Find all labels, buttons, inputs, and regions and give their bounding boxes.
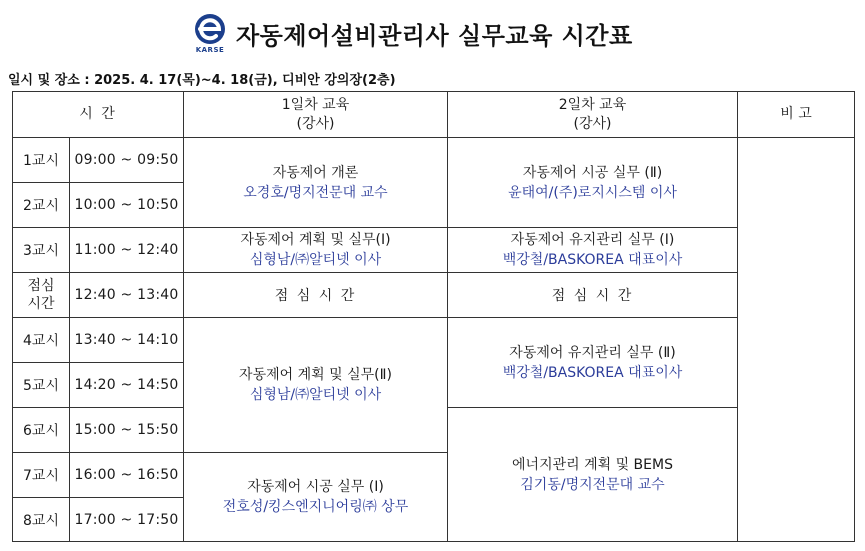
- day1-session-2: [184, 228, 448, 273]
- time-cell: 16:00 ~ 16:50: [70, 453, 184, 498]
- period-cell: 4교시: [13, 318, 70, 363]
- period-cell: 1교시: [13, 138, 70, 183]
- table-row: [13, 273, 855, 318]
- period-cell: 3교시: [13, 228, 70, 273]
- day1-session-3: [184, 318, 448, 453]
- time-cell: 10:00 ~ 10:50: [70, 183, 184, 228]
- session-lecturer: 심형남/㈜알티넷 이사: [249, 387, 382, 403]
- header-day2-title: 2일차 교육: [558, 96, 627, 113]
- lunch-period-cell: 점심 시간: [13, 273, 70, 318]
- time-cell: 17:00 ~ 17:50: [70, 498, 184, 542]
- table-row: [13, 228, 855, 273]
- note-cell: [738, 138, 855, 542]
- period-cell: 8교시: [13, 498, 70, 542]
- header-day2: [448, 92, 738, 138]
- header-day1: [184, 92, 448, 138]
- session-lecturer: 김기동/명지전문대 교수: [520, 476, 665, 493]
- day1-session-1: [184, 138, 448, 228]
- session-lecturer: 오경호/명지전문대 교수: [243, 184, 388, 201]
- header-note: 비 고: [738, 92, 855, 138]
- table-row: [13, 318, 855, 363]
- karse-logo: [190, 12, 230, 58]
- day1-session-4: [184, 453, 448, 542]
- session-topic: 에너지관리 계획 및 BEMS: [512, 456, 673, 473]
- session-lecturer: 백강철/BASKOREA 대표이사: [502, 252, 683, 268]
- time-cell: 13:40 ~ 14:10: [70, 318, 184, 363]
- page-header: [0, 10, 865, 58]
- session-topic: 자동제어 계획 및 실무(Ⅰ): [240, 232, 391, 248]
- schedule-info: 일시 및 장소 : 2025. 4. 17(목)~4. 18(금), 디비안 강의장(2층): [8, 73, 396, 88]
- session-topic: 자동제어 유지관리 실무 (Ⅰ): [510, 232, 675, 248]
- session-topic: 자동제어 개론: [272, 164, 359, 181]
- day2-session-1: [448, 138, 738, 228]
- schedule-table: [12, 91, 855, 542]
- period-cell: 6교시: [13, 408, 70, 453]
- time-cell: 14:20 ~ 14:50: [70, 363, 184, 408]
- period-cell: 5교시: [13, 363, 70, 408]
- period-cell: 2교시: [13, 183, 70, 228]
- header-day1-sub: (강사): [296, 115, 335, 132]
- time-cell: 09:00 ~ 09:50: [70, 138, 184, 183]
- day2-lunch: 점 심 시 간: [448, 273, 738, 318]
- karse-logo-mark-icon: [190, 12, 230, 48]
- day2-session-3: [448, 318, 738, 408]
- day2-session-4: [448, 408, 738, 542]
- day1-lunch: 점 심 시 간: [184, 273, 448, 318]
- session-topic: 자동제어 유지관리 실무 (Ⅱ): [509, 344, 676, 361]
- header-day1-title: 1일차 교육: [281, 96, 350, 113]
- header-day2-sub: (강사): [573, 115, 612, 132]
- session-topic: 자동제어 시공 실무 (Ⅱ): [522, 164, 663, 181]
- table-row: [13, 138, 855, 183]
- session-topic: 자동제어 시공 실무 (Ⅰ): [247, 479, 384, 495]
- time-cell: 12:40 ~ 13:40: [70, 273, 184, 318]
- session-lecturer: 심형남/㈜알티넷 이사: [249, 252, 382, 268]
- day2-session-2: [448, 228, 738, 273]
- session-lecturer: 윤태여/(주)로지시스템 이사: [508, 184, 677, 201]
- page-title: 자동제어설비관리사 실무교육 시간표: [236, 22, 633, 50]
- logo-text: KARSE: [195, 46, 225, 54]
- period-cell: 7교시: [13, 453, 70, 498]
- time-cell: 11:00 ~ 12:40: [70, 228, 184, 273]
- header-time: 시 간: [13, 92, 184, 138]
- session-lecturer: 전호성/킹스엔지니어링㈜ 상무: [222, 499, 409, 515]
- table-header-row: [13, 92, 855, 138]
- time-cell: 15:00 ~ 15:50: [70, 408, 184, 453]
- session-lecturer: 백강철/BASKOREA 대표이사: [502, 364, 683, 381]
- session-topic: 자동제어 계획 및 실무(Ⅱ): [239, 367, 392, 383]
